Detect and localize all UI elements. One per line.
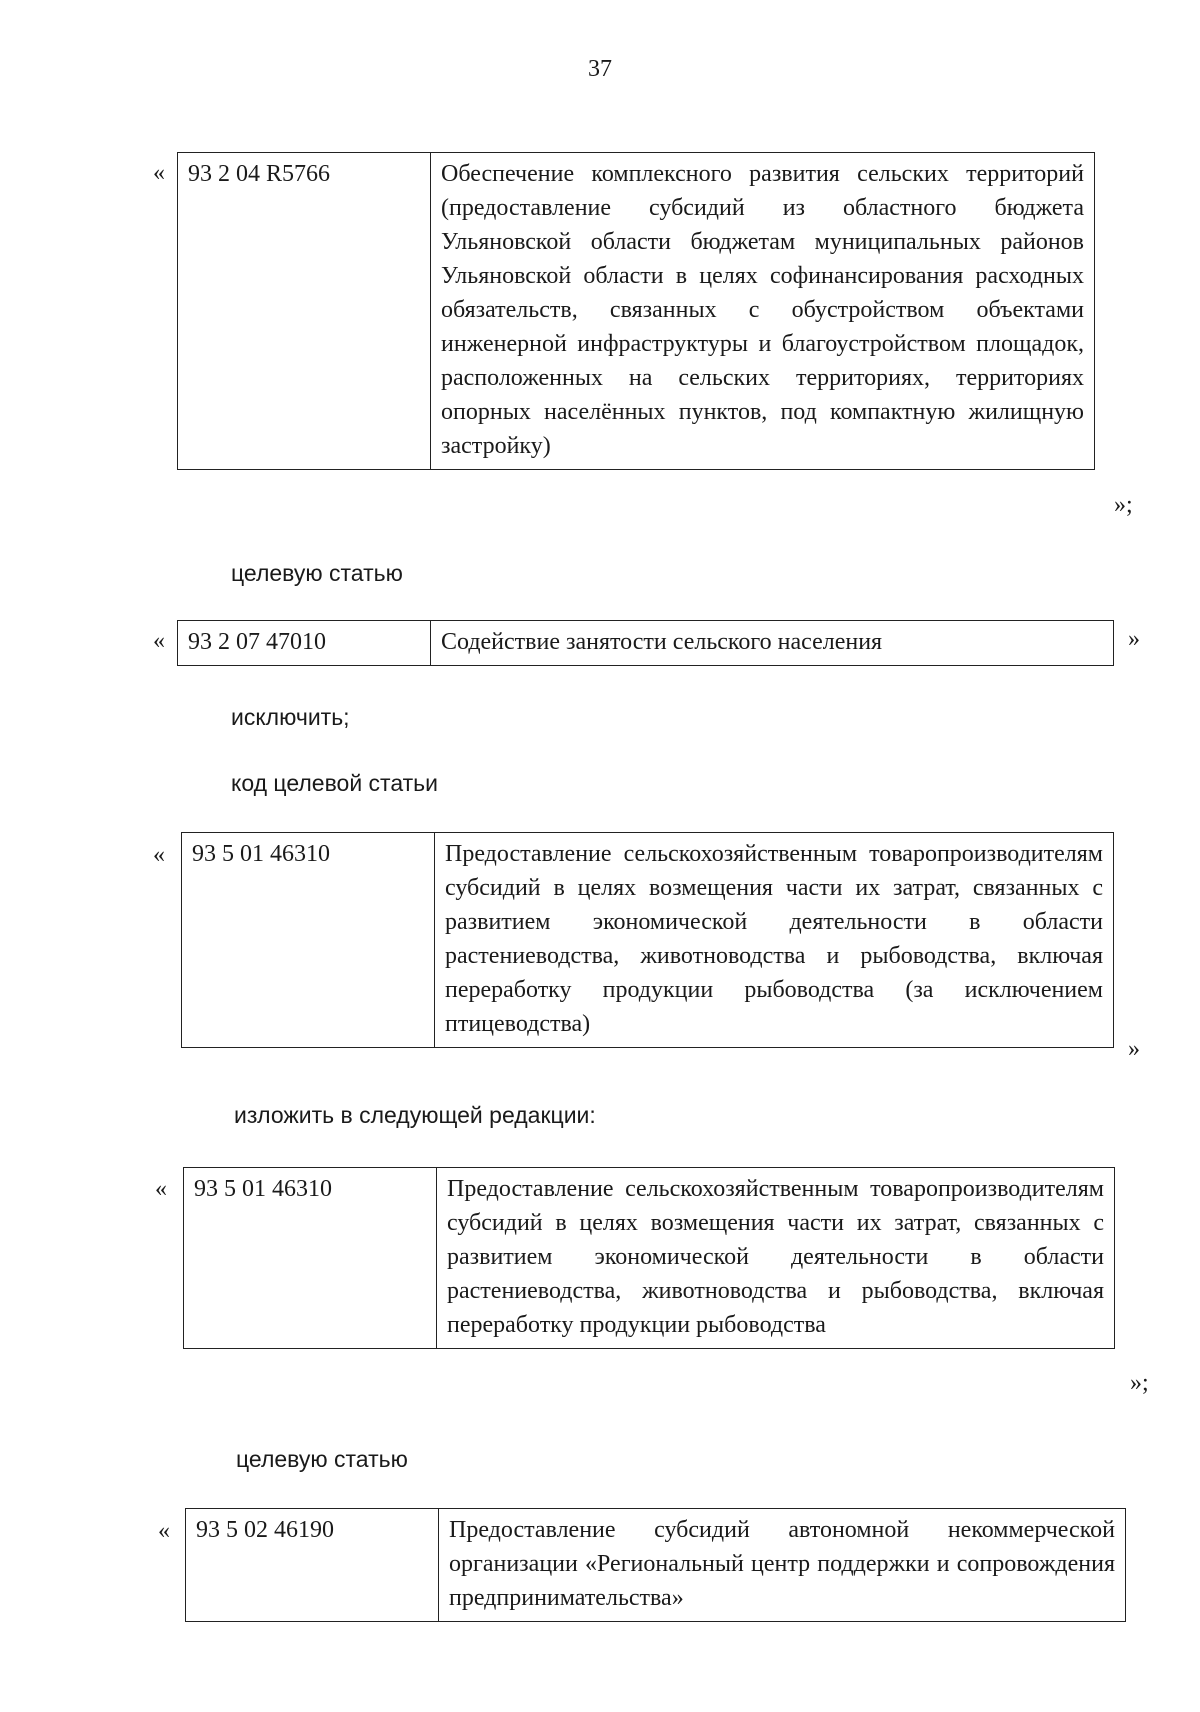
budget-entry-table [183,1167,1115,1349]
budget-entry-table [177,620,1114,666]
close-quote: »; [1114,492,1133,518]
target-article-description: Обеспечение комплексного развития сельских территорий (предоставление субсидий из областного бюджета Ульяновской области бюджетам муниципальных районов Ульяновской области в целях софинансирования расходных обязательств, связанных с обустройством объектами инженерной инфраструктуры и благоустройством площадок, расположенных на сельских территориях, территориях опорных населённых пунктов, под компактную жилищную застройку) [431,153,1095,470]
paragraph-text: целевую статью [231,560,403,586]
target-article-code: 93 5 01 46310 [184,1168,437,1349]
close-quote: » [1128,626,1140,652]
open-quote: « [153,842,165,868]
paragraph-text: исключить; [231,704,350,730]
budget-entry-table [185,1508,1126,1622]
open-quote: « [153,628,165,654]
budget-entry-table [177,152,1095,470]
target-article-code: 93 5 02 46190 [186,1509,439,1622]
budget-entry-table [181,832,1114,1048]
target-article-code: 93 2 07 47010 [178,621,431,666]
target-article-code: 93 5 01 46310 [182,833,435,1048]
close-quote: »; [1130,1370,1149,1396]
open-quote: « [153,160,165,186]
target-article-description: Содействие занятости сельского населения [431,621,1114,666]
open-quote: « [158,1518,170,1544]
target-article-description: Предоставление сельскохозяйственным товаропроизводителям субсидий в целях возмещения части их затрат, связанных с развитием экономической деятельности в области растениеводства, животноводства и рыбоводства, включая переработку продукции рыбоводства (за исключением птицеводства) [435,833,1114,1048]
paragraph-text: изложить в следующей редакции: [234,1102,596,1128]
open-quote: « [155,1176,167,1202]
close-quote: » [1128,1036,1140,1062]
page-number: 37 [588,56,612,82]
paragraph-text: код целевой статьи [231,770,438,796]
target-article-description: Предоставление субсидий автономной некоммерческой организации «Региональный центр поддержки и сопровождения предпринимательства» [439,1509,1126,1622]
target-article-description: Предоставление сельскохозяйственным товаропроизводителям субсидий в целях возмещения части их затрат, связанных с развитием экономической деятельности в области растениеводства, животноводства и рыбоводства, включая переработку продукции рыбоводства [437,1168,1115,1349]
target-article-code: 93 2 04 R5766 [178,153,431,470]
paragraph-text: целевую статью [236,1446,408,1472]
